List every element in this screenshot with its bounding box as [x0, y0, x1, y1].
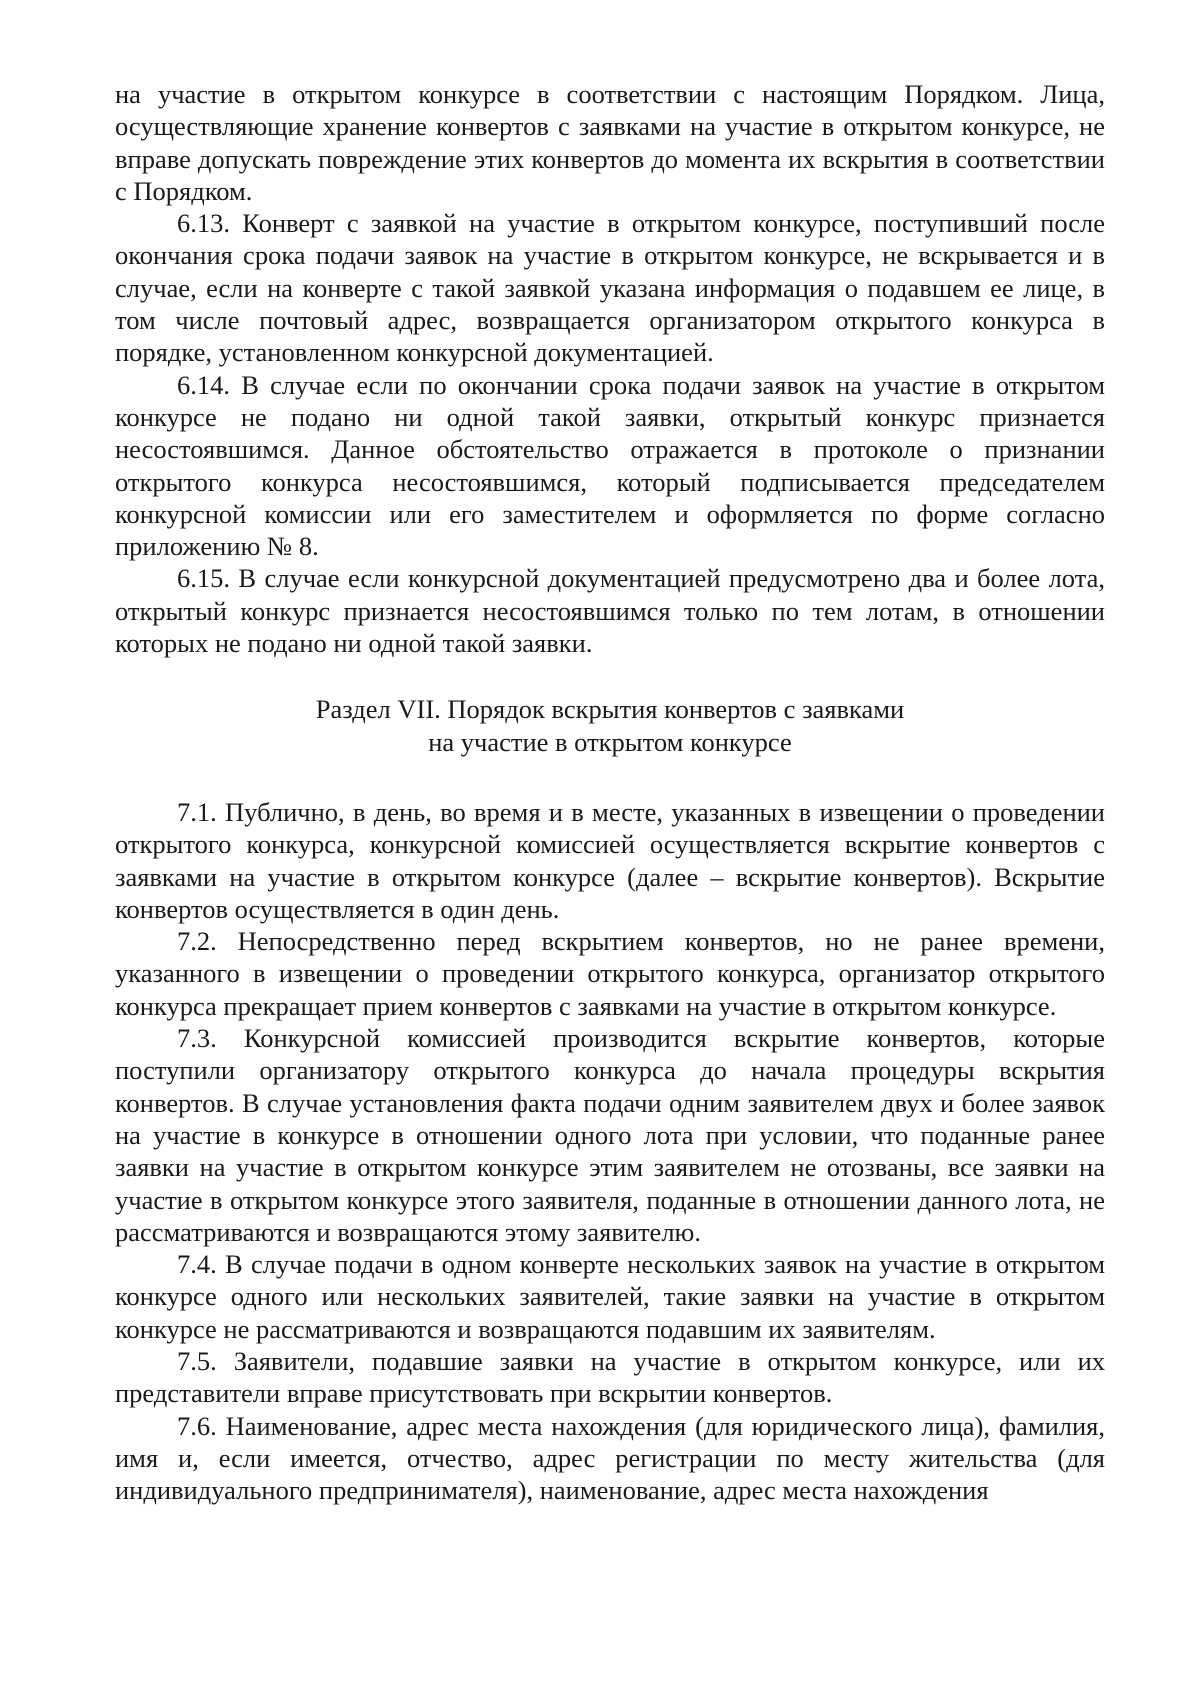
- paragraph-6-15: 6.15. В случае если конкурсной документацией предусмотрено два и более лота, открытый конкурс признается несостоявшимся только по тем лотам, в отношении которых не подано ни одной такой заявки.: [115, 563, 1105, 659]
- paragraph-continuation: на участие в открытом конкурсе в соответствии с настоящим Порядком. Лица, осуществляющие хранение конвертов с заявками на участие в открытом конкурсе, не вправе допускать повреждение этих конвертов до момента их вскрытия в соответствии с Порядком.: [115, 79, 1105, 206]
- section-heading: [115, 693, 1105, 758]
- paragraph-6-13: 6.13. Конверт с заявкой на участие в открытом конкурсе, поступивший после окончания срока подачи заявок на участие в открытом конкурсе, не вскрывается и в случае, если на конверте с такой заявкой указана информация о подавшем ее лице, в том числе почтовый адрес, возвращается организатором открытого конкурса в порядке, установленном конкурсной документацией.: [115, 208, 1105, 368]
- paragraph-7-1: 7.1. Публично, в день, во время и в месте, указанных в извещении о проведении открытого конкурса, конкурсной комиссией осуществляется вскрытие конвертов с заявками на участие в открытом конкурсе (далее – вскрытие конвертов). Вскрытие конвертов осуществляется в один день.: [115, 796, 1105, 924]
- section-heading-line-1: Раздел VII. Порядок вскрытия конвертов с заявками: [315, 694, 905, 725]
- document-body: [115, 78, 1105, 1506]
- paragraph-7-4: 7.4. В случае подачи в одном конверте нескольких заявок на участие в открытом конкурсе одного или нескольких заявителей, такие заявки на участие в открытом конкурсе не рассматриваются и возвращаются подавшим их заявителям.: [115, 1249, 1105, 1344]
- paragraph-7-3: 7.3. Конкурсной комиссией производится вскрытие конвертов, которые поступили организатору открытого конкурса до начала процедуры вскрытия конвертов. В случае установления факта подачи одним заявителем двух и более заявок на участие в конкурсе в отношении одного лота при условии, что поданные ранее заявки на участие в открытом конкурсе этим заявителем не отозваны, все заявки на участие в открытом конкурсе этого заявителя, поданные в отношении данного лота, не рассматриваются и возвращаются этому заявителю.: [115, 1023, 1105, 1247]
- paragraph-7-6: 7.6. Наименование, адрес места нахождения (для юридического лица), фамилия, имя и, если имеется, отчество, адрес регистрации по месту жительства (для индивидуального предпринимателя), наименование, адрес места нахождения: [115, 1410, 1105, 1506]
- paragraph-7-2: 7.2. Непосредственно перед вскрытием конвертов, но не ранее времени, указанного в извещении о проведении открытого конкурса, организатор открытого конкурса прекращает прием конвертов с заявками на участие в открытом конкурсе.: [115, 926, 1105, 1021]
- paragraph-6-14: 6.14. В случае если по окончании срока подачи заявок на участие в открытом конкурсе не подано ни одной такой заявки, открытый конкурс признается несостоявшимся. Данное обстоятельство отражается в протоколе о признании открытого конкурса несостоявшимся, который подписывается председателем конкурсной комиссии или его заместителем и оформляется по форме согласно приложению № 8.: [115, 369, 1105, 562]
- section-heading-line-2: на участие в открытом конкурсе: [428, 726, 792, 757]
- paragraph-7-5: 7.5. Заявители, подавшие заявки на участие в открытом конкурсе, или их представители вправе присутствовать при вскрытии конвертов.: [115, 1345, 1105, 1409]
